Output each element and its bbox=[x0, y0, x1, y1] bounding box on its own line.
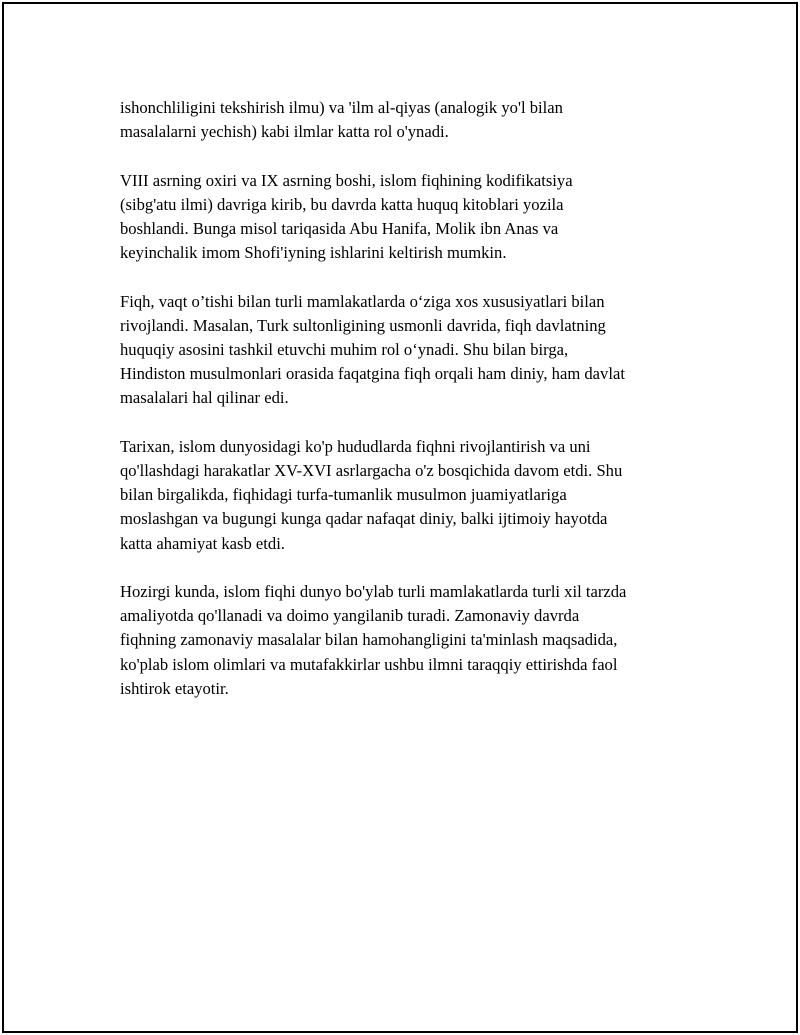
text-line: ishtirok etayotir. bbox=[120, 678, 229, 698]
text-line: keyinchalik imom Shofi'iyning ishlarini keltirish mumkin. bbox=[120, 243, 507, 263]
text-line: masalalarni yechish) kabi ilmlar katta rol o'ynadi. bbox=[120, 122, 449, 142]
text-line: katta ahamiyat kasb etdi. bbox=[120, 533, 285, 553]
document-body bbox=[120, 96, 710, 725]
text-line: ko'plab islom olimlari va mutafakkirlar ushbu ilmni taraqqiy ettirishda faol bbox=[120, 654, 618, 674]
text-line: amaliyotda qo'llanadi va doimo yangilanib turadi. Zamonaviy davrda bbox=[120, 606, 580, 626]
text-line: VIII asrning oxiri va IX asrning boshi, islom fiqhining kodifikatsiya bbox=[120, 170, 573, 190]
text-line: moslashgan va bugungi kunga qadar nafaqat diniy, balki ijtimoiy hayotda bbox=[120, 509, 608, 529]
text-line: (sibg'atu ilmi) davriga kirib, bu davrda katta huquq kitoblari yozila bbox=[120, 194, 564, 214]
text-line: fiqhning zamonaviy masalalar bilan hamohangligini ta'minlash maqsadida, bbox=[120, 630, 618, 650]
document-page bbox=[2, 2, 798, 1033]
text-line: Hindiston musulmonlari orasida faqatgina fiqh orqali ham diniy, ham davlat bbox=[120, 364, 625, 384]
text-line: rivojlandi. Masalan, Turk sultonligining usmonli davrida, fiqh davlatning bbox=[120, 315, 606, 335]
paragraph-4 bbox=[120, 435, 710, 556]
text-line: ishonchliligini tekshirish ilmu) va 'ilm al-qiyas (analogik yo'l bilan bbox=[120, 98, 563, 117]
text-line: bilan birgalikda, fiqhidagi turfa-tumanlik musulmon juamiyatlariga bbox=[120, 485, 567, 505]
text-line: Tarixan, islom dunyosidagi ko'p hududlarda fiqhni rivojlantirish va uni bbox=[120, 436, 591, 456]
text-line: boshlandi. Bunga misol tariqasida Abu Hanifa, Molik ibn Anas va bbox=[120, 219, 559, 238]
text-line: qo'llashdagi harakatlar XV-XVI asrlargacha o'z bosqichida davom etdi. Shu bbox=[120, 461, 623, 480]
text-line: masalalari hal qilinar edi. bbox=[120, 388, 289, 408]
text-line: Fiqh, vaqt o’tishi bilan turli mamlakatlarda o‘ziga xos xususiyatlari bilan bbox=[120, 291, 605, 311]
text-line: Hozirgi kunda, islom fiqhi dunyo bo'ylab turli mamlakatlarda turli xil tarzda bbox=[120, 582, 627, 601]
text-line: huquqiy asosini tashkil etuvchi muhim rol o‘ynadi. Shu bilan birga, bbox=[120, 340, 569, 359]
paragraph-1 bbox=[120, 96, 710, 144]
paragraph-3 bbox=[120, 290, 710, 411]
paragraph-2 bbox=[120, 169, 710, 266]
paragraph-5 bbox=[120, 580, 710, 701]
